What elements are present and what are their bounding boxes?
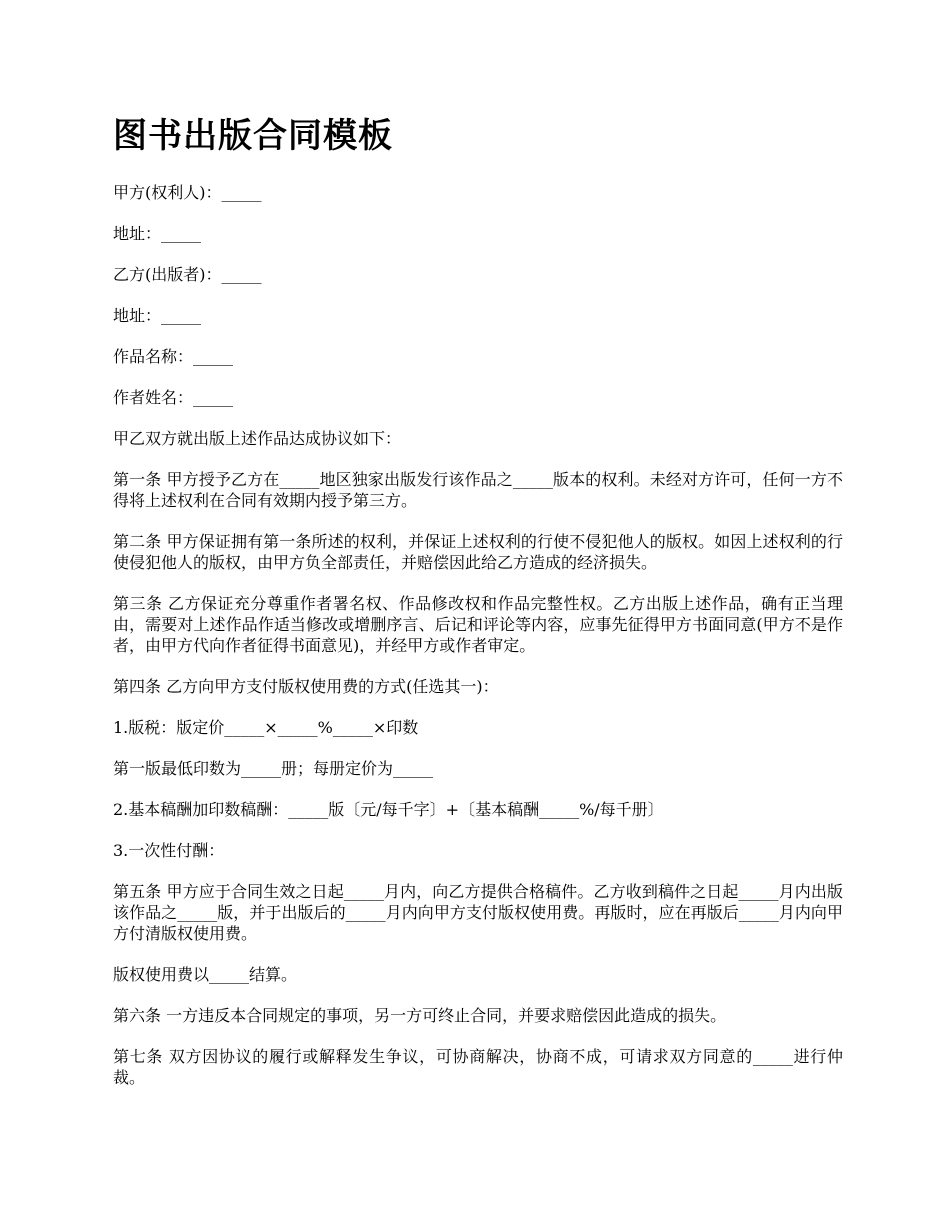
article-7: 第七条 双方因协议的履行或解释发生争议，可协商解决，协商不成，可请求双方同意的_____进行仲裁。 [113,1047,843,1087]
article-5: 第五条 甲方应于合同生效之日起_____月内，向乙方提供合格稿件。乙方收到稿件之日起_____月内出版该作品之_____版，并于出版后的_____月内向甲方支付版权使用费。再版时，应在再版后_____月内向甲方付清版权使用费。 [113,882,843,943]
work-title-line: 作品名称：_____ [113,347,234,366]
article-3: 第三条 乙方保证充分尊重作者署名权、作品修改权和作品完整性权。乙方出版上述作品，确有正当理由，需要对上述作品作适当修改或增删序言、后记和评论等内容，应事先征得甲方书面同意(甲方不是作者，由甲方代向作者征得书面意见)，并经甲方或作者审定。 [113,594,843,655]
royalty-option-1: 1.版税：版定价_____×_____%_____×印数 [113,718,419,737]
article-1: 第一条 甲方授予乙方在_____地区独家出版发行该作品之_____版本的权利。未经对方许可，任何一方不得将上述权利在合同有效期内授予第三方。 [113,470,843,510]
agreement-intro: 甲乙双方就出版上述作品达成协议如下： [113,429,402,448]
settlement-line: 版权使用费以_____结算。 [113,965,298,984]
article-4: 第四条 乙方向甲方支付版权使用费的方式(任选其一)： [113,677,499,696]
party-b-address-line: 地址：_____ [113,306,202,325]
article-2: 第二条 甲方保证拥有第一条所述的权利，并保证上述权利的行使不侵犯他人的版权。如因上述权利的行使侵犯他人的版权，由甲方负全部责任，并赔偿因此给乙方造成的经济损失。 [113,532,843,572]
document-title: 图书出版合同模板 [113,116,393,156]
royalty-option-2: 2.基本稿酬加印数稿酬：_____版〔元/每千字〕+〔基本稿酬_____%/每千册〕 [113,800,664,819]
first-edition-line: 第一版最低印数为_____册；每册定价为_____ [113,759,434,778]
document-page [113,110,843,1108]
royalty-option-3: 3.一次性付酬： [113,841,225,860]
party-b-line: 乙方(出版者)：_____ [113,265,262,284]
party-a-address-line: 地址：_____ [113,224,202,243]
author-name-line: 作者姓名：_____ [113,388,234,407]
party-a-line: 甲方(权利人)：_____ [113,183,262,202]
article-6: 第六条 一方违反本合同规定的事项，另一方可终止合同，并要求赔偿因此造成的损失。 [113,1006,727,1025]
